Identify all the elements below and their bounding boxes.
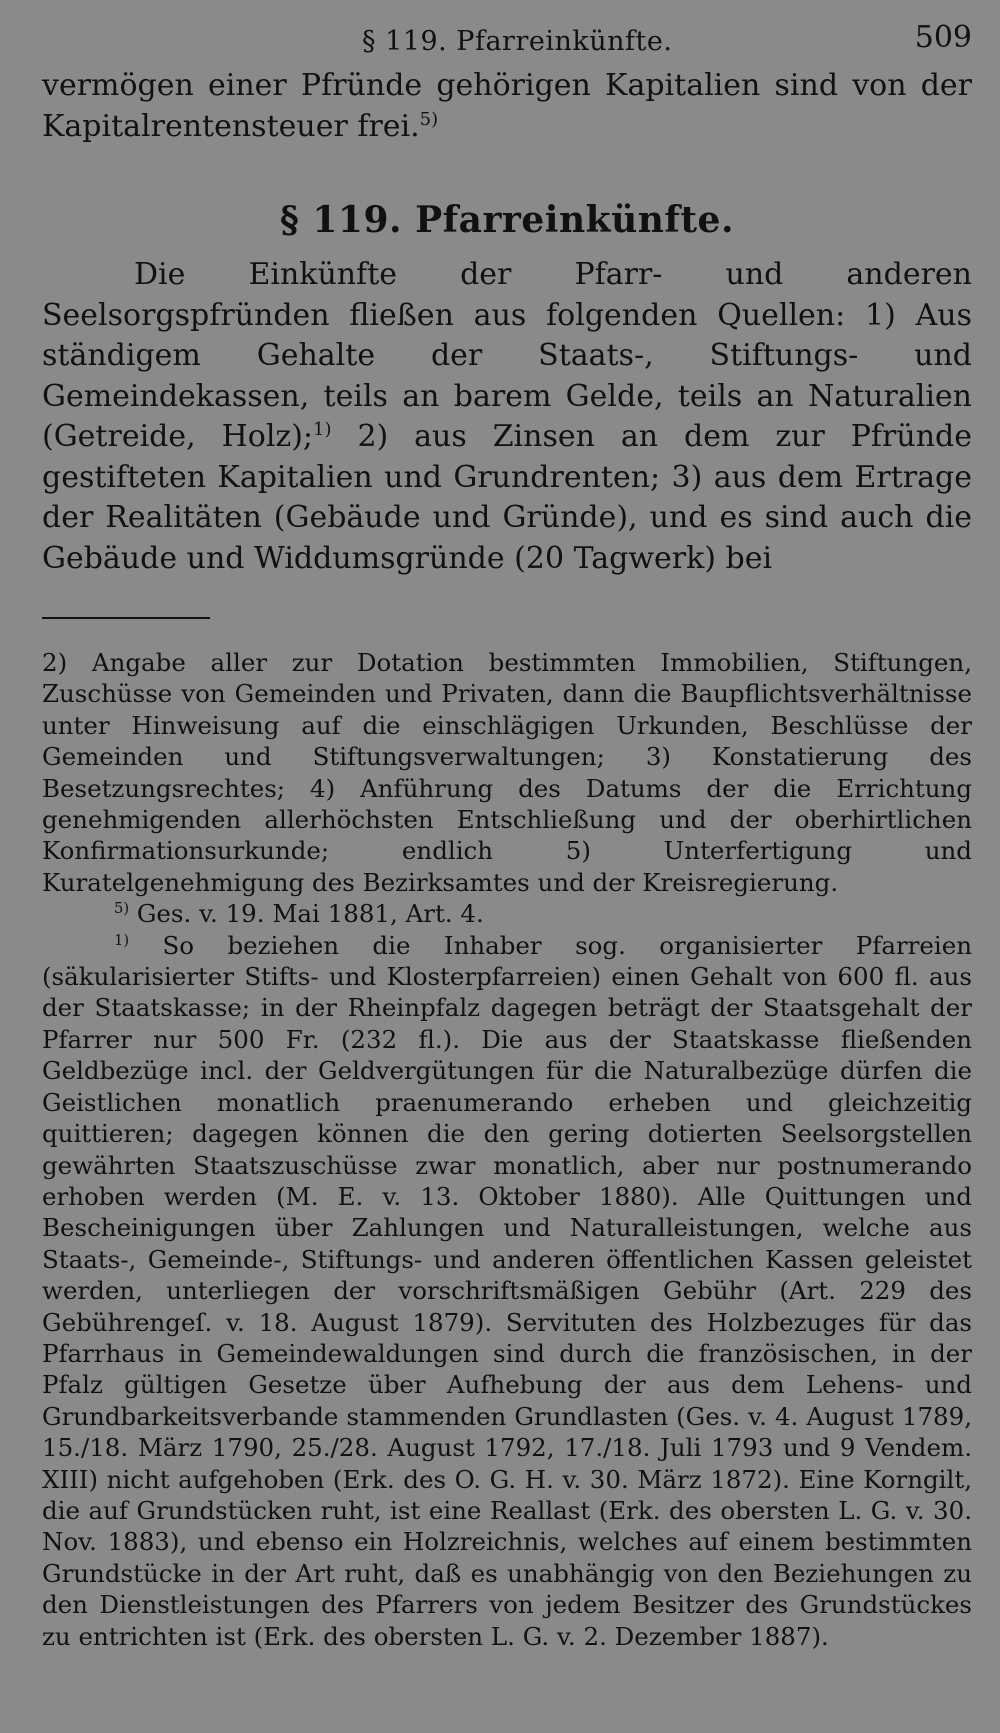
footnote-1-marker: 1) bbox=[114, 931, 130, 949]
footnote-1 bbox=[42, 930, 972, 1652]
footnote-5-text: Ges. v. 19. Mai 1881, Art. 4. bbox=[129, 899, 484, 929]
footnote-separator bbox=[42, 617, 210, 619]
footnote-5 bbox=[42, 898, 972, 929]
book-page bbox=[42, 18, 972, 1718]
page-number: 509 bbox=[914, 20, 972, 55]
main-paragraph bbox=[42, 255, 972, 579]
footnote-marker-1: 1) bbox=[313, 419, 332, 440]
footnote-5-marker: 5) bbox=[114, 900, 130, 918]
paragraph-part-1: Die Einkünfte der Pfarr- und anderen Seelsorgspfründen fließen aus folgenden Quellen: 1) Aus ständigem Gehalte der Staats-, Stiftungs- und Gemeindekassen, teils an barem Gelde, teils an Naturalien (Getreide, Holz); bbox=[42, 257, 972, 454]
continuation-sentence: vermögen einer Pfründe gehörigen Kapitalien sind von der Kapitalrentensteuer frei. bbox=[42, 68, 972, 144]
running-head-title: § 119. Pfarreinkünfte. bbox=[362, 26, 673, 57]
footnote-2: 2) Angabe aller zur Dotation bestimmten Immobilien, Stiftungen, Zuschüsse von Gemeinden und Privaten, dann die Baupflichtsverhältnisse unter Hinweisung auf die einschlägigen Urkunden, Beschlüsse der Gemeinden und Stiftungsverwaltungen; 3) Konstatierung des Besetzungsrechtes; 4) Anführung des Datums der die Errichtung genehmigenden allerhöchsten Entschließung und der oberhirtlichen Konfirmationsurkunde; endlich 5) Unterfertigung und Kuratelgenehmigung des Bezirksamtes und der Kreisregierung. bbox=[42, 648, 972, 897]
running-head bbox=[42, 18, 972, 62]
footnote-marker-5: 5) bbox=[419, 108, 439, 130]
continuation-text bbox=[42, 66, 972, 147]
footnote-1-text: So beziehen die Inhaber sog. organisierter Pfarreien (säkularisierter Stifts- und Klosterpfarreien) einen Gehalt von 600 fl. aus der Staatskasse; in der Rheinpfalz dagegen beträgt der Staatsgehalt der Pfarrer nur 500 Fr. (232 fl.). Die aus der Staatskasse fließenden Geldbezüge incl. der Geldvergütungen für die Naturalbezüge dürfen die Geistlichen monatlich praenumerando erheben und gleichzeitig quittieren; dagegen können die den gering dotierten Seelsorgstellen gewährten Staatszuschüsse zwar monatlich, aber nur postnumerando erhoben werden (M. E. v. 13. Oktober 1880). Alle Quittungen und Bescheinigungen über Zahlungen und Naturalleistungen, welche aus Staats-, Gemeinde-, Stiftungs- und anderen öffentlichen Kassen geleistet werden, unterliegen der vorschriftsmäßigen Gebühr (Art. 229 des Gebührengeſ. v. 18. August 1879). Servituten des Holzbezuges für das Pfarrhaus in Gemeindewaldungen sind durch die französischen, in der Pfalz gültigen Gesetze über Aufhebung der aus dem Lehens- und Grundbarkeitsverbande stammenden Grundlasten (Ges. v. 4. August 1789, 15./18. März 1790, 25./28. August 1792, 17./18. Juli 1793 und 9 Vendem. XIII) nicht aufgehoben (Erk. des O. G. H. v. 30. März 1872). Eine Korngilt, die auf Grundstücken ruht, ist eine Reallast (Erk. des obersten L. G. v. 30. Nov. 1883), und ebenso ein Holzreichnis, welches auf einem bestimmten Grundstücke in der Art ruht, daß es unabhängig von den Beziehungen zu den Dienstleistungen des Pfarrers von jedem Besitzer des Grundstückes zu entrichten ist (Erk. des obersten L. G. v. 2. Dezember 1887). bbox=[42, 930, 972, 1651]
footnotes bbox=[42, 647, 972, 1652]
paragraph-part-2: 2) aus Zinsen an dem zur Pfründe gestifteten Kapitalien und Grundrenten; 3) aus dem Ertrage der Realitäten (Gebäude und Gründe), und es sind auch die Gebäude und Widdumsgründe (20 Tagwerk) bei bbox=[42, 419, 972, 576]
section-heading: § 119. Pfarreinkünfte. bbox=[280, 199, 734, 241]
